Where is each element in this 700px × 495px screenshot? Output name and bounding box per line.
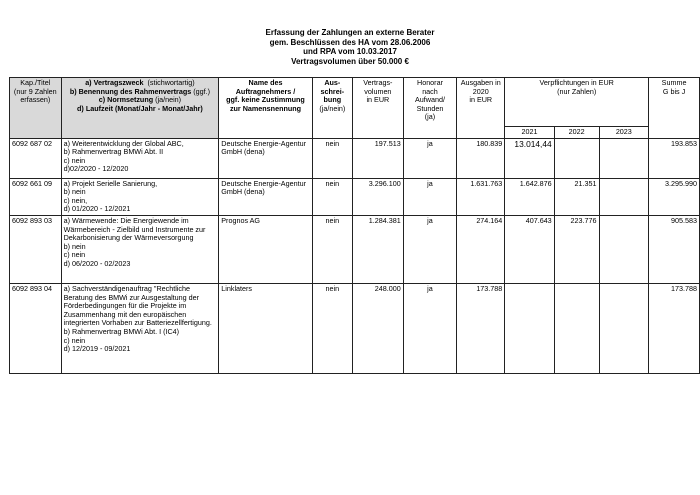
header-kap-titel: Kap./Titel (nur 9 Zahlen erfassen) bbox=[10, 78, 62, 139]
cell-summe: 173.788 bbox=[649, 283, 700, 373]
title-line-2: gem. Beschlüssen des HA vom 28.06.2006 bbox=[269, 37, 431, 47]
cell-2021 bbox=[505, 283, 554, 373]
cell-volumen: 3.296.100 bbox=[352, 178, 403, 215]
cell-2023 bbox=[599, 283, 649, 373]
cell-kap: 6092 893 03 bbox=[10, 215, 62, 283]
cell-zweck: a) Weiterentwicklung der Global ABC, b) Rahmenvertrag BMWi Abt. II c) nein d)02/2020 - 12/2020 bbox=[61, 138, 219, 178]
table-row bbox=[10, 215, 700, 283]
table-row bbox=[10, 138, 700, 178]
cell-auftragnehmer: Deutsche Energie-Agentur GmbH (dena) bbox=[219, 178, 312, 215]
cell-2023 bbox=[599, 178, 649, 215]
header-year-2023: 2023 bbox=[599, 127, 649, 139]
header-row bbox=[10, 78, 700, 127]
cell-2021: 1.642.876 bbox=[505, 178, 554, 215]
cell-ausgaben: 180.839 bbox=[457, 138, 505, 178]
cell-honorar: ja bbox=[403, 138, 456, 178]
header-vertragsvolumen: Vertrags- volumen in EUR bbox=[352, 78, 403, 139]
table-row bbox=[10, 178, 700, 215]
header-ausgaben-2020: Ausgaben in 2020 in EUR bbox=[457, 78, 505, 139]
cell-ausschreibung: nein bbox=[312, 178, 352, 215]
title-line-1: Erfassung der Zahlungen an externe Berater bbox=[265, 28, 435, 37]
cell-ausgaben: 1.631.763 bbox=[457, 178, 505, 215]
header-year-2021: 2021 bbox=[505, 127, 554, 139]
cell-2023 bbox=[599, 215, 649, 283]
cell-2023 bbox=[599, 138, 649, 178]
cell-kap: 6092 893 04 bbox=[10, 283, 62, 373]
cell-volumen: 1.284.381 bbox=[352, 215, 403, 283]
header-summe: Summe G bis J bbox=[649, 78, 700, 139]
header-honorar: Honorar nach Aufwand/ Stunden (ja) bbox=[403, 78, 456, 139]
cell-summe: 193.853 bbox=[649, 138, 700, 178]
cell-summe: 905.583 bbox=[649, 215, 700, 283]
cell-auftragnehmer: Deutsche Energie-Agentur GmbH (dena) bbox=[219, 138, 312, 178]
cell-2022: 223.776 bbox=[554, 215, 599, 283]
cell-auftragnehmer: Prognos AG bbox=[219, 215, 312, 283]
header-verpflichtungen: Verpflichtungen in EUR (nur Zahlen) bbox=[505, 78, 649, 127]
cell-honorar: ja bbox=[403, 283, 456, 373]
header-ausschreibung: Aus- schrei- bung (ja/nein) bbox=[312, 78, 352, 139]
table-row bbox=[10, 283, 700, 373]
cell-2022 bbox=[554, 283, 599, 373]
cell-ausgaben: 173.788 bbox=[457, 283, 505, 373]
cell-volumen: 197.513 bbox=[352, 138, 403, 178]
cell-ausgaben: 274.164 bbox=[457, 215, 505, 283]
cell-summe: 3.295.990 bbox=[649, 178, 700, 215]
cell-honorar: ja bbox=[403, 178, 456, 215]
cell-zweck: a) Wärmewende: Die Energiewende im Wärmebereich - Zielbild und Instrumente zur Dekarbonisierung der Wärmeversorgung b) nein c) nein d) 06/2020 - 02/2023 bbox=[61, 215, 219, 283]
cell-2021: 407.643 bbox=[505, 215, 554, 283]
cell-2021: 13.014,44 bbox=[505, 138, 554, 178]
cell-2022 bbox=[554, 138, 599, 178]
cell-volumen: 248.000 bbox=[352, 283, 403, 373]
title-line-3: und RPA vom 10.03.2017 bbox=[303, 47, 397, 56]
header-auftragnehmer: Name des Auftragnehmers / ggf. keine Zustimmung zur Namensnennung bbox=[219, 78, 312, 139]
cell-ausschreibung: nein bbox=[312, 138, 352, 178]
cell-auftragnehmer: Linklaters bbox=[219, 283, 312, 373]
payments-table bbox=[9, 77, 700, 374]
cell-kap: 6092 661 09 bbox=[10, 178, 62, 215]
cell-zweck: a) Sachverständigenauftrag "Rechtliche Beratung des BMWi zur Ausgestaltung der Förderbedingungen für die Projekte im Zusammenhang mit den europäischen integrierten Vorhaben zur Batteriezellfertigung. b) Rahmenvertrag BMWi Abt. I (IC4) c) nein d) 12/2019 - 09/2021 bbox=[61, 283, 219, 373]
title-line-4: Vertragsvolumen über 50.000 € bbox=[291, 56, 409, 66]
header-year-2022: 2022 bbox=[554, 127, 599, 139]
cell-ausschreibung: nein bbox=[312, 283, 352, 373]
cell-ausschreibung: nein bbox=[312, 215, 352, 283]
document-title bbox=[0, 28, 700, 66]
cell-kap: 6092 687 02 bbox=[10, 138, 62, 178]
header-vertragszweck: a) Vertragszweck (stichwortartig) b) Benennung des Rahmenvertrags (ggf.) c) Normsetzung (ja/nein) d) Laufzeit (Monat/Jahr - Monat/Jahr) bbox=[61, 78, 219, 139]
cell-honorar: ja bbox=[403, 215, 456, 283]
cell-2022: 21.351 bbox=[554, 178, 599, 215]
cell-zweck: a) Projekt Serielle Sanierung, b) nein c) nein, d) 01/2020 - 12/2021 bbox=[61, 178, 219, 215]
